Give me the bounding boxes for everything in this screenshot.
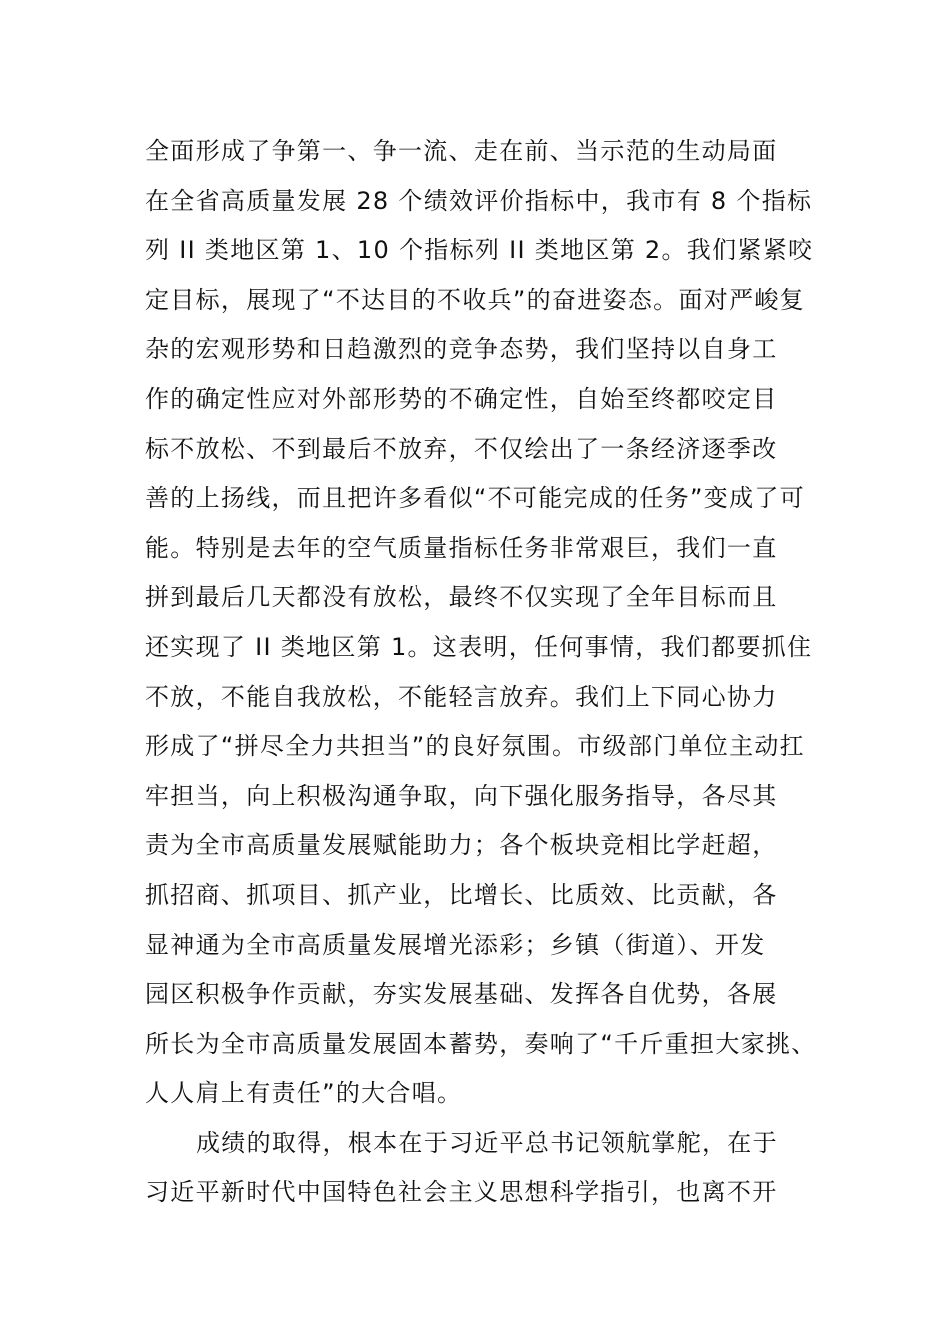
text-line: 习近平新时代中国特色社会主义思想科学指引，也离不开 — [145, 1178, 778, 1207]
text-line: 列 II 类地区第 1、10 个指标列 II 类地区第 2。我们紧紧咬 — [145, 236, 814, 265]
text-line: 在全省高质量发展 28 个绩效评价指标中，我市有 8 个指标 — [145, 186, 813, 215]
text-line: 人人肩上有责任”的大合唱。 — [145, 1079, 463, 1108]
body-text — [145, 127, 845, 1218]
text-line: 牢担当，向上积极沟通争取，向下强化服务指导，各尽其 — [145, 781, 778, 810]
text-line: 所长为全市高质量发展固本蓄势，奏响了“千斤重担大家挑、 — [145, 1029, 817, 1058]
text-line: 责为全市高质量发展赋能助力；各个板块竞相比学赶超， — [145, 831, 778, 860]
text-line: 定目标，展现了“不达目的不收兵”的奋进姿态。面对严峻复 — [145, 285, 805, 314]
text-line: 能。特别是去年的空气质量指标任务非常艰巨，我们一直 — [145, 533, 778, 562]
text-line: 形成了“拼尽全力共担当”的良好氛围。市级部门单位主动扛 — [145, 732, 805, 761]
text-line: 显神通为全市高质量发展增光添彩；乡镇（街道）、开发 — [145, 930, 766, 959]
text-line: 标不放松、不到最后不放弃，不仅绘出了一条经济逐季改 — [145, 434, 778, 463]
paragraph-first-line: 成绩的取得，根本在于习近平总书记领航掌舵，在于 — [196, 1128, 778, 1157]
text-line: 园区积极争作贡献，夯实发展基础、发挥各自优势，各展 — [145, 980, 778, 1009]
text-line: 抓招商、抓项目、抓产业，比增长、比质效、比贡献，各 — [145, 880, 778, 909]
text-line: 全面形成了争第一、争一流、走在前、当示范的生动局面 — [145, 137, 778, 165]
text-line: 杂的宏观形势和日趋激烈的竞争态势，我们坚持以自身工 — [145, 335, 778, 364]
text-line: 还实现了 II 类地区第 1。这表明，任何事情，我们都要抓住 — [145, 632, 813, 661]
text-line: 不放，不能自我放松，不能轻言放弃。我们上下同心协力 — [145, 682, 778, 711]
text-line: 善的上扬线，而且把许多看似“不可能完成的任务”变成了可 — [145, 484, 805, 513]
text-line: 拼到最后几天都没有放松，最终不仅实现了全年目标而且 — [145, 583, 778, 612]
text-line: 作的确定性应对外部形势的不确定性，自始至终都咬定目 — [145, 384, 778, 413]
